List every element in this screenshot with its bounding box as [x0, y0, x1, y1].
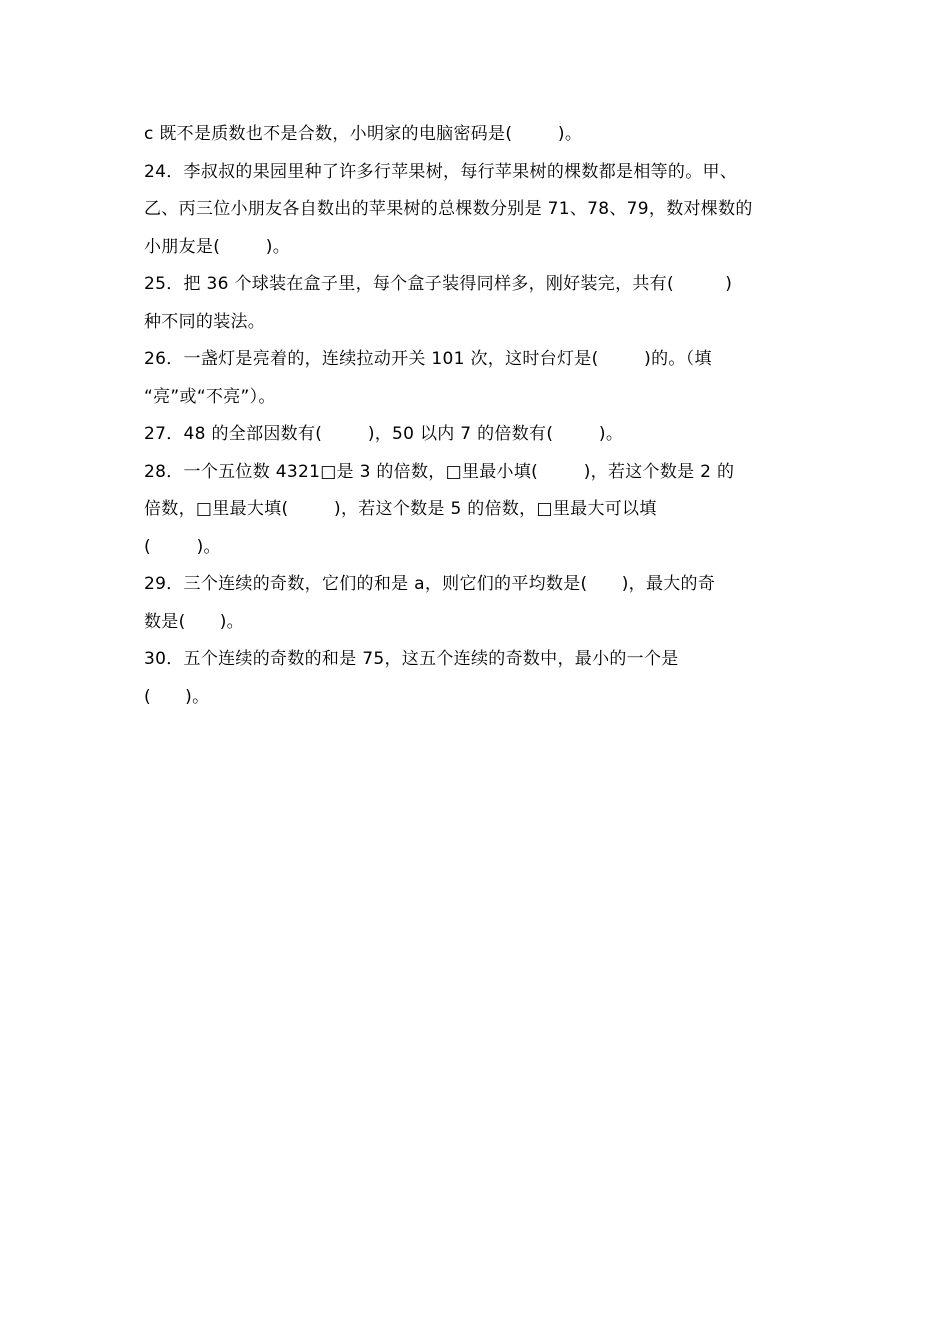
question-24-line-1: 24．李叔叔的果园里种了许多行苹果树，每行苹果树的棵数都是相等的。甲、: [144, 162, 738, 182]
question-24-line-2: 乙、丙三位小朋友各自数出的苹果树的总棵数分别是 71、78、79，数对棵数的: [144, 199, 753, 219]
question-28-line-2: 倍数，□里最大填( )，若这个数是 5 的倍数，□里最大可以填: [144, 499, 657, 519]
question-28-line-1: 28．一个五位数 4321□是 3 的倍数，□里最小填( )，若这个数是 2 的: [144, 462, 735, 482]
question-29-line-1: 29．三个连续的奇数，它们的和是 a，则它们的平均数是( )，最大的奇: [144, 574, 716, 594]
question-25-line-1: 25．把 36 个球装在盒子里，每个盒子装得同样多，刚好装完，共有( ): [144, 274, 733, 294]
question-29-line-2: 数是( )。: [144, 612, 244, 632]
question-27: 27．48 的全部因数有( )，50 以内 7 的倍数有( )。: [144, 424, 624, 444]
question-23-continuation: c 既不是质数也不是合数，小明家的电脑密码是( )。: [144, 124, 583, 144]
question-28-line-3: ( )。: [144, 537, 221, 557]
question-26-line-1: 26．一盏灯是亮着的，连续拉动开关 101 次，这时台灯是( )的。（填: [144, 349, 712, 369]
question-25-line-2: 种不同的装法。: [144, 312, 266, 332]
question-24-line-3: 小朋友是( )。: [144, 237, 290, 257]
question-26-line-2: “亮”或“不亮”）。: [144, 387, 276, 407]
question-30-line-1: 30．五个连续的奇数的和是 75，这五个连续的奇数中，最小的一个是: [144, 649, 679, 669]
question-30-line-2: ( )。: [144, 687, 210, 707]
